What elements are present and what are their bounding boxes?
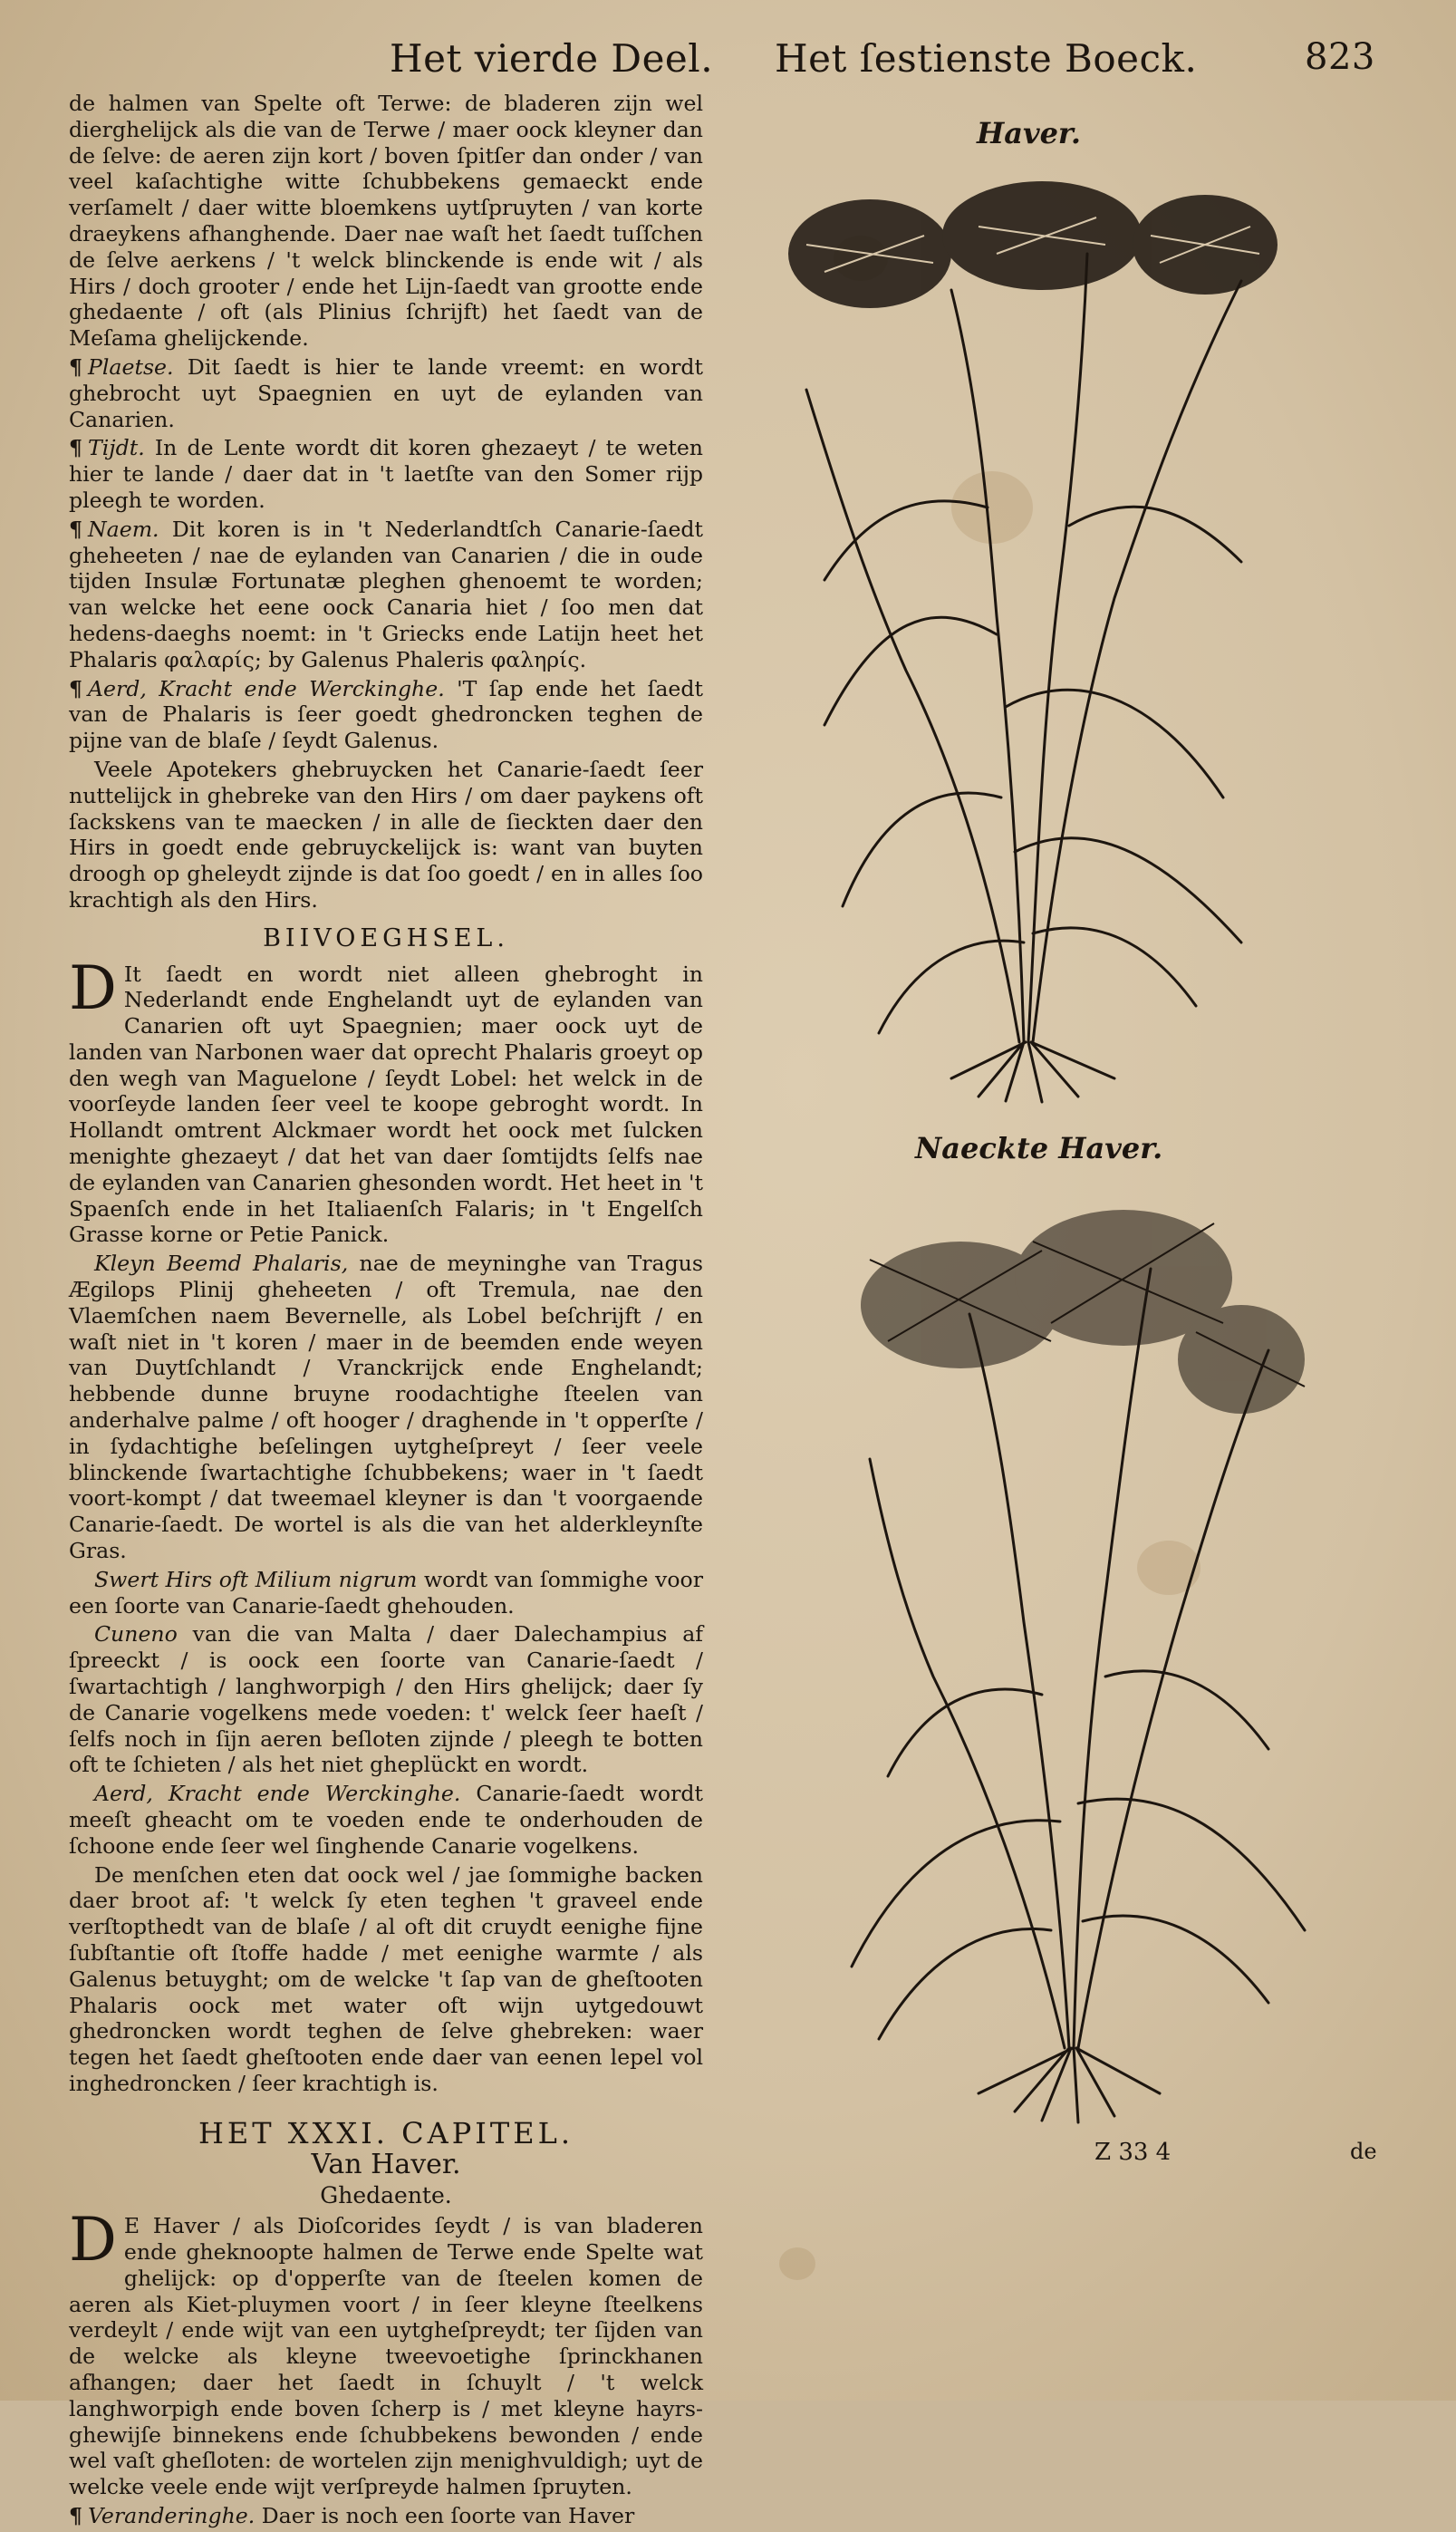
paragraph [69,354,703,432]
section-lead: Aerd, Kracht ende Werckinghe. [94,1781,461,1807]
pilcrow-icon: ¶ [69,516,83,542]
chapter-title: HET XXXI. CAPITEL. [198,2115,574,2150]
drop-cap: D [69,2205,117,2276]
paragraph: de halmen van Spelte oft Terwe: de bladeren zijn wel dierghelijck als die van de Terwe / maer oock kleyner dan de ſelve: de aeren zijn kort / boven ſpitſer dan onder / van veel kaſachtighe witte ſchubbekens gemaeckt ende verſamelt / daer witte bloemkens uytſpruyten / van korte draeykens afhanghende. Daer nae waſt het ſaedt tuſſchen de ſelve aerkens / 't welck blinckende is ende wit / als Hirs / doch grooter / ende het Lijn-ſaedt van grootte ende ghedaente / oft (als Plinius ſchrijft) het ſaedt van de Meſama ghelijckende. [69,91,703,352]
paragraph [69,517,703,673]
paragraph-text: nae de meyninghe van Tragus Ægilops Plinij gheheeten / oft Tremula, nae den Vlaemſchen naem Bevernelle, als Lobel beſchrijft / en waſt niet in 't koren / maer in de beemden ende weyen van Duytſchlandt / Vranckrijck ende Enghelandt; hebbende dunne bruyne roodachtighe ſteelen van anderhalve palme / oft hooger / draghende in 't opperſte / in ſydachtighe beſelingen uytgheſpreyt / ſeer veele blinckende ſwartachtighe ſchubbekens; waer in 't ſaedt voort-kompt / dat tweemael kleyner is dan 't voorgaende Canarie-ſaedt. De wortel is als die van het alderkleynſte Gras. [69,1251,703,1564]
paragraph [69,435,703,513]
chapter-subtitle: Van Haver. [311,2148,461,2180]
running-head-part: Het vierde Deel. [390,36,714,81]
paragraph [69,1621,703,1778]
running-head-book: Het ſestienste Boeck. [775,36,1198,81]
paragraph [69,1251,703,1564]
catchword: de [1350,2139,1377,2164]
paragraph [69,2503,703,2529]
section-heading: Ghedaente. [320,2182,452,2209]
pilcrow-icon: ¶ [69,353,83,380]
paragraph-text: It ſaedt en wordt niet alleen ghebroght in Nederlandt ende Enghelandt uyt de eylanden van Canarien oft uyt Spaegnien; maer oock uyt de landen van Narbonen waer dat oprecht Phalaris groeyt op den wegh van Maguelone / ſeydt Lobel: het welck in de voorſeyde landen ſeer veel te koope gebroght wordt. In Hollandt omtrent Alckmaer wordt het oock met ſulcken menighte ghezaeyt / dat het van daer ſomtijdts ſelfs nae de eylanden van Canarien ghesonden wordt. Het heet in 't Spaenſch ende in het Italiaenſch Falaris; in 't Engelſch Grasse korne or Petie Panick. [69,961,704,1248]
section-lead: Naem. [88,516,159,542]
pilcrow-icon: ¶ [69,435,83,461]
paragraph-text: wordt van ſommighe voor een ſoorte van Canarie-ſaedt ghehouden. [69,1566,704,1619]
section-lead: Plaetse. [88,353,174,380]
signature-mark: Z 33 4 [1094,2139,1172,2166]
section-lead: Tijdt. [88,435,145,461]
paragraph [69,1567,703,1619]
oat-plant-woodcut [770,163,1278,1106]
paragraph-text: Dit koren is in 't Nederlandtſch Canarie-ſaedt gheheeten / nae de eylanden van Canarien / die in oude tijden Insulæ Fortunatæ pleghen ghenoemt te worden; van welcke het eene oock Canaria hiet / ſoo men dat hedens-daeghs noemt: in 't Griecks ende Latijn heet het Phalaris φαλαρίς; by Galenus Phaleris φαληρίς. [69,516,704,672]
paragraph: De menſchen eten dat oock wel / jae ſommighe backen daer broot af: 't welck ſy eten teghen 't graveel ende verſtopthedt van de blaſe / al oft dit cruydt eenighe fijne ſubſtantie oft ſtoffe hadde / met eenighe warmte / als Galenus betuyght; om de welcke 't ſap van de gheſtooten Phalaris oock met water oft wijn uytgedouwt ghedroncken wordt teghen de ſelve ghebreken: waer tegen het ſaedt gheſtooten ende daer van eenen lepel vol inghedroncken / ſeer krachtigh is. [69,1861,703,2096]
paragraph [69,1781,703,1859]
figure-caption-naeckte-haver: Naeckte Haver. [915,1131,1163,1165]
text-column [69,91,703,2532]
paragraph-text: Canarie-ſaedt wordt meeſt gheacht om te voeden ende te onderhouden de ſchoone ende ſeer wel ſinghende Canarie vogelkens. [69,1781,703,1859]
paragraph-text: In de Lente wordt dit koren ghezaeyt / te weten hier te lande / daer dat in 't laetſte van den Somer rijp pleegh te worden. [69,435,703,513]
paragraph: Veele Apotekers ghebruycken het Canarie-ſaedt ſeer nuttelijck in ghebreke van den Hirs / om daer paykens oft ſackskens van te maecken / in alle de ſieckten daer den Hirs in goedt ende gebruyckelijck is: want van buyten droogh op gheleydt zijnde is dat ſoo goedt / en in alles ſoo krachtigh als den Hirs. [69,756,703,913]
figure-caption-haver: Haver. [977,116,1081,150]
page-number: 823 [1305,36,1375,78]
foxing-stain [779,2247,815,2280]
drop-cap: D [69,952,117,1023]
paragraph-text: E Haver / als Dioſcorides ſeydt / is van bladeren ende gheknoopte halmen de Terwe ende Spelte wat ghelijck: op d'opperſte van de ſteelen komen de aeren als Kiet-pluymen voort / in ſeer kleyne ſteelkens verdeylt / ende wijt van een uytgheſpreydt; ter ſijden van de welcke als kleyne tweevoetighe ſprinckhanen afhangen; daer het ſaedt in ſchuylt / 't welck langhworpigh ende boven ſcherp is / met kleyne hayrs-ghewijſe binnekens ende ſchubbekens bewonden / ende wel vaſt gheſloten: de wortelen zijn menighvuldigh; uyt de welcke veele ende wijt verſpreyde halmen ſpruyten. [69,2213,703,2500]
section-lead: Veranderinghe. [88,2502,256,2528]
paragraph-text: 'T ſap ende het ſaedt van de Phalaris is ſeer goedt ghedroncken teghen de pijne van de blaſe / ſeydt Galenus. [69,675,703,754]
paragraph [69,676,703,754]
section-heading: BIIVOEGHSEL. [263,923,509,952]
paragraph-text: Daer is noch een ſoorte van Haver [261,2502,635,2528]
section-lead: Kleyn Beemd Phalaris, [94,1251,349,1277]
naked-oat-plant-woodcut [815,1187,1323,2130]
pilcrow-icon: ¶ [69,675,83,701]
paragraph-text: van die van Malta / daer Dalechampius af ſpreeckt / is oock een ſoorte van Canarie-ſaedt / ſwartachtigh / langhworpigh / den Hirs ghelijck; daer ſy de Canarie vogelkens mede voeden: t' welck ſeer haeſt / ſelfs noch in ſijn aeren beſloten zijnde / pleegh te botten oft te ſchieten / als het niet gheplückt en wordt. [69,1621,703,1778]
paragraph-text: Dit ſaedt is hier te lande vreemt: en wordt ghebrocht uyt Spaegnien en uyt de eylanden van Canarien. [69,353,704,432]
section-lead: Cuneno [94,1621,178,1648]
paragraph [69,952,704,1249]
paragraph [69,2205,703,2500]
section-lead: Aerd, Kracht ende Werckinghe. [88,675,445,701]
pilcrow-icon: ¶ [69,2502,83,2528]
section-lead: Swert Hirs oft Milium nigrum [94,1566,418,1592]
